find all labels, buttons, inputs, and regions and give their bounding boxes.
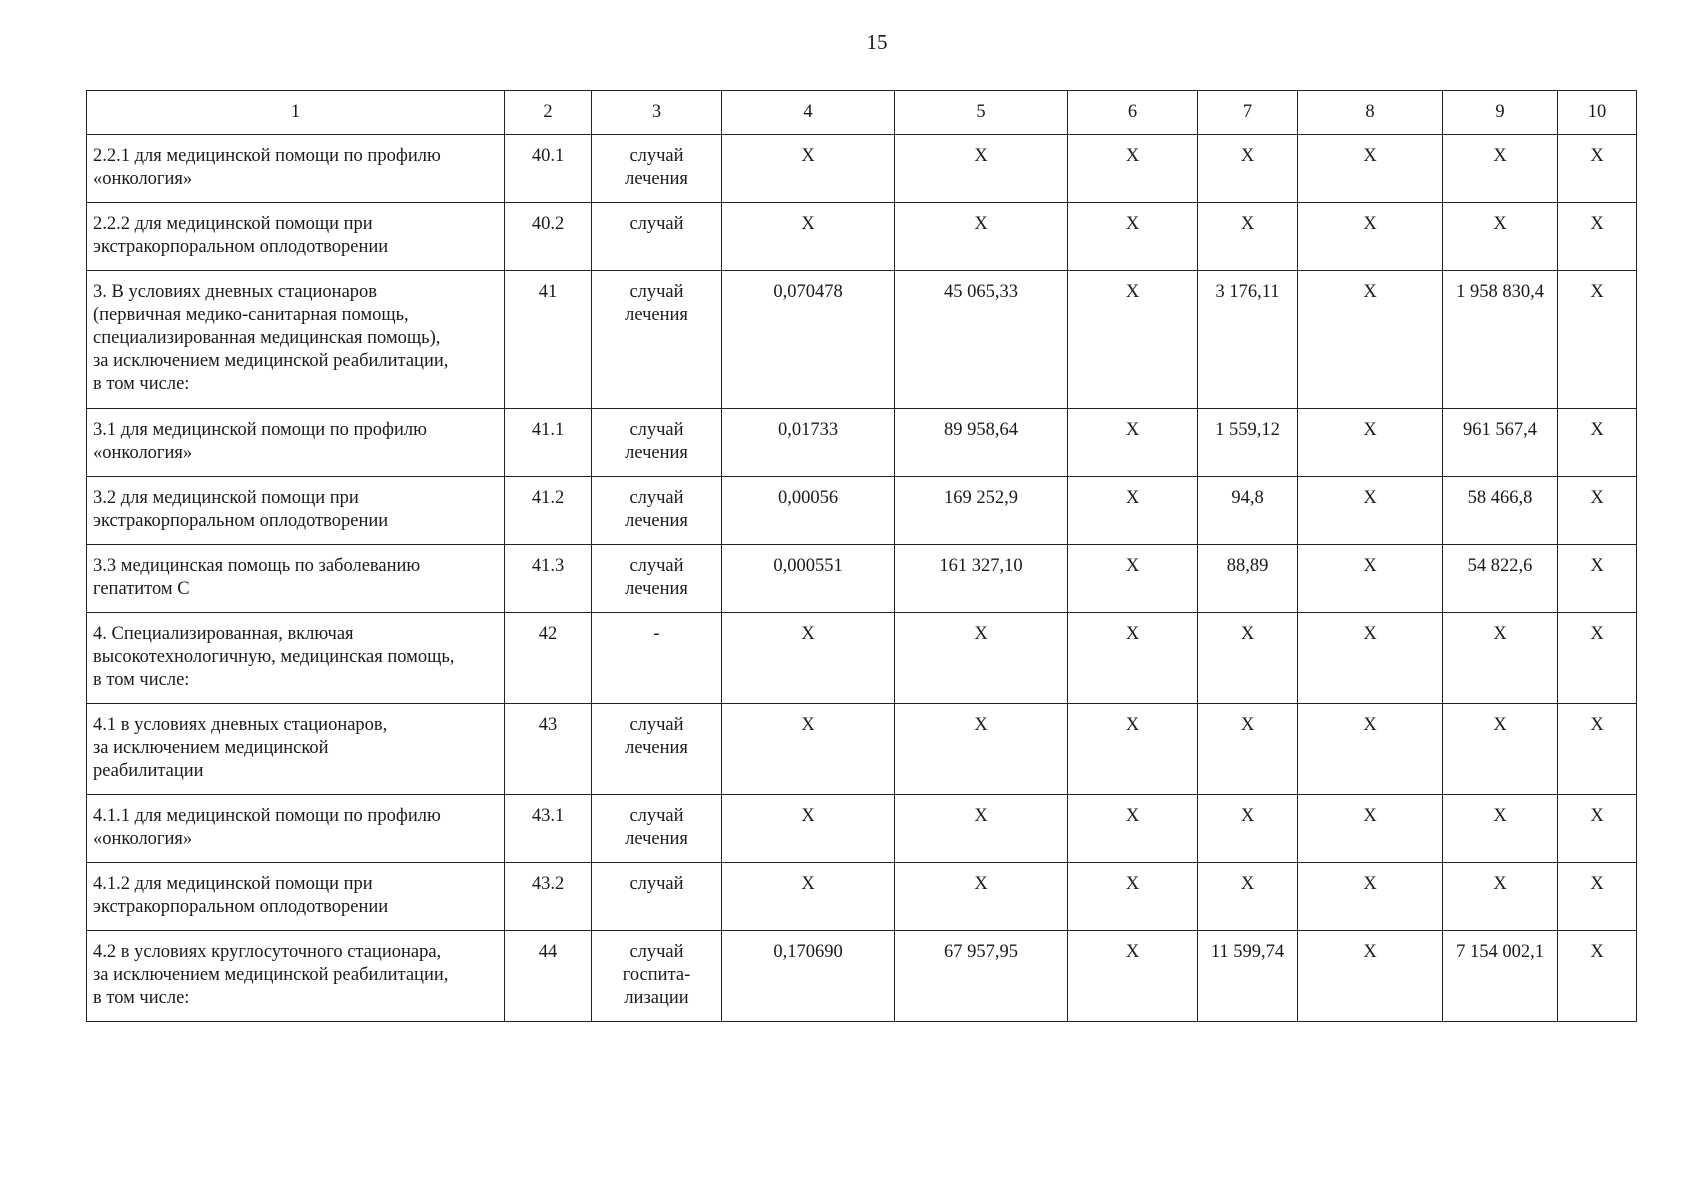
cell-text: Х bbox=[1590, 806, 1604, 826]
cell-text: Х bbox=[1125, 282, 1140, 302]
cell-text: 4. Специализированная, включая высокотехнологичную, медицинская помощь, в том числе: bbox=[93, 624, 455, 690]
row-code-cell bbox=[505, 545, 592, 613]
row-col9-cell bbox=[1443, 704, 1558, 795]
cell-text: 94,8 bbox=[1231, 488, 1264, 508]
cell-text: Х bbox=[974, 146, 988, 166]
row-col4-cell bbox=[722, 613, 895, 704]
cell-text: 961 567,4 bbox=[1463, 420, 1537, 440]
row-unit-cell bbox=[592, 863, 722, 931]
row-col6-cell bbox=[1068, 135, 1198, 203]
row-col6-cell bbox=[1068, 477, 1198, 545]
row-col10-cell bbox=[1558, 613, 1637, 704]
cell-text: случай bbox=[629, 874, 684, 894]
cell-text: 1 559,12 bbox=[1215, 420, 1280, 440]
row-unit-cell bbox=[592, 931, 722, 1022]
cell-text: Х bbox=[974, 874, 988, 894]
data-table bbox=[86, 90, 1637, 1022]
cell-text: Х bbox=[1125, 715, 1140, 735]
cell-text: Х bbox=[1240, 806, 1255, 826]
cell-text: случай лечения bbox=[625, 420, 688, 463]
cell-text: Х bbox=[1125, 556, 1140, 576]
cell-text: 3.1 для медицинской помощи по профилю «онкология» bbox=[93, 420, 427, 463]
row-col4-cell bbox=[722, 863, 895, 931]
cell-text: 4.1.1 для медицинской помощи по профилю «онкология» bbox=[93, 806, 441, 849]
cell-text: Х bbox=[1240, 715, 1255, 735]
cell-text: Х bbox=[1493, 806, 1507, 826]
table-row bbox=[87, 477, 1637, 545]
cell-text: 43 bbox=[538, 715, 558, 735]
row-name-cell bbox=[87, 135, 505, 203]
cell-text: Х bbox=[1493, 214, 1507, 234]
row-col10-cell bbox=[1558, 863, 1637, 931]
row-col5-cell bbox=[895, 477, 1068, 545]
cell-text: Х bbox=[801, 146, 815, 166]
row-col9-cell bbox=[1443, 477, 1558, 545]
cell-text: Х bbox=[801, 214, 815, 234]
cell-text: 89 958,64 bbox=[944, 420, 1018, 440]
column-number: 10 bbox=[1558, 91, 1637, 135]
cell-text: 161 327,10 bbox=[939, 556, 1023, 576]
cell-text: Х bbox=[974, 214, 988, 234]
cell-text: Х bbox=[1590, 556, 1604, 576]
row-col5-cell bbox=[895, 613, 1068, 704]
cell-text: Х bbox=[1590, 214, 1604, 234]
table-row bbox=[87, 613, 1637, 704]
row-code-cell bbox=[505, 931, 592, 1022]
table-row bbox=[87, 863, 1637, 931]
row-col6-cell bbox=[1068, 704, 1198, 795]
row-name-cell bbox=[87, 931, 505, 1022]
row-unit-cell bbox=[592, 613, 722, 704]
row-col7-cell bbox=[1198, 613, 1298, 704]
row-unit-cell bbox=[592, 409, 722, 477]
row-name-cell bbox=[87, 795, 505, 863]
cell-text: Х bbox=[1493, 146, 1507, 166]
cell-text: Х bbox=[1590, 874, 1604, 894]
table-row bbox=[87, 409, 1637, 477]
row-col7-cell bbox=[1198, 704, 1298, 795]
cell-text: 41 bbox=[538, 282, 558, 302]
cell-text: 42 bbox=[538, 624, 558, 644]
row-col8-cell bbox=[1298, 704, 1443, 795]
cell-text: 0,000551 bbox=[773, 556, 843, 576]
row-col4-cell bbox=[722, 409, 895, 477]
row-col9-cell bbox=[1443, 931, 1558, 1022]
row-code-cell bbox=[505, 409, 592, 477]
row-code-cell bbox=[505, 863, 592, 931]
row-col5-cell bbox=[895, 795, 1068, 863]
cell-text: Х bbox=[1363, 556, 1377, 576]
cell-text: Х bbox=[801, 806, 815, 826]
row-code-cell bbox=[505, 271, 592, 409]
table-row bbox=[87, 135, 1637, 203]
cell-text: Х bbox=[1125, 624, 1140, 644]
column-number: 8 bbox=[1298, 91, 1443, 135]
column-number: 5 bbox=[895, 91, 1068, 135]
column-number: 9 bbox=[1443, 91, 1558, 135]
cell-text: 4.2 в условиях круглосуточного стационара, за исключением медицинской реабилитации, в том числе: bbox=[93, 942, 449, 1008]
row-col6-cell bbox=[1068, 271, 1198, 409]
cell-text: случай bbox=[629, 214, 684, 234]
row-col9-cell bbox=[1443, 271, 1558, 409]
cell-text: Х bbox=[1590, 715, 1604, 735]
cell-text: 40.1 bbox=[531, 146, 565, 166]
row-col10-cell bbox=[1558, 545, 1637, 613]
cell-text: Х bbox=[1590, 420, 1604, 440]
row-col10-cell bbox=[1558, 135, 1637, 203]
column-number: 4 bbox=[722, 91, 895, 135]
cell-text: 67 957,95 bbox=[944, 942, 1018, 962]
row-col7-cell bbox=[1198, 409, 1298, 477]
row-unit-cell bbox=[592, 477, 722, 545]
cell-text: Х bbox=[1363, 942, 1377, 962]
cell-text: Х bbox=[1590, 488, 1604, 508]
cell-text: 0,00056 bbox=[777, 488, 839, 508]
cell-text: Х bbox=[801, 624, 815, 644]
row-name-cell bbox=[87, 477, 505, 545]
cell-text: Х bbox=[974, 715, 988, 735]
table-row bbox=[87, 931, 1637, 1022]
cell-text: Х bbox=[974, 624, 988, 644]
row-unit-cell bbox=[592, 271, 722, 409]
cell-text: 41.3 bbox=[531, 556, 565, 576]
cell-text: 43.1 bbox=[531, 806, 565, 826]
row-unit-cell bbox=[592, 704, 722, 795]
row-code-cell bbox=[505, 795, 592, 863]
cell-text: Х bbox=[1590, 942, 1604, 962]
row-col10-cell bbox=[1558, 477, 1637, 545]
cell-text: 41.2 bbox=[531, 488, 565, 508]
row-col8-cell bbox=[1298, 863, 1443, 931]
row-col9-cell bbox=[1443, 863, 1558, 931]
row-col6-cell bbox=[1068, 613, 1198, 704]
cell-text: 2.2.1 для медицинской помощи по профилю «онкология» bbox=[93, 146, 441, 189]
row-col7-cell bbox=[1198, 795, 1298, 863]
row-unit-cell bbox=[592, 795, 722, 863]
cell-text: 4.1 в условиях дневных стационаров, за исключением медицинской реабилитации bbox=[93, 715, 388, 781]
cell-text: Х bbox=[1125, 874, 1140, 894]
cell-text: Х bbox=[974, 806, 988, 826]
table-row bbox=[87, 795, 1637, 863]
cell-text: Х bbox=[1363, 874, 1377, 894]
column-number: 3 bbox=[592, 91, 722, 135]
cell-text: Х bbox=[1125, 488, 1140, 508]
cell-text: Х bbox=[1363, 420, 1377, 440]
cell-text: Х bbox=[1363, 282, 1377, 302]
row-name-cell bbox=[87, 545, 505, 613]
row-col9-cell bbox=[1443, 203, 1558, 271]
row-col4-cell bbox=[722, 477, 895, 545]
cell-text: 3 176,11 bbox=[1215, 282, 1280, 302]
row-col10-cell bbox=[1558, 203, 1637, 271]
cell-text: случай лечения bbox=[625, 806, 688, 849]
cell-text: 88,89 bbox=[1226, 556, 1269, 576]
cell-text: 3.2 для медицинской помощи при экстракорпоральном оплодотворении bbox=[93, 488, 389, 531]
cell-text: Х bbox=[1363, 806, 1377, 826]
cell-text: 7 154 002,1 bbox=[1456, 942, 1544, 962]
row-col7-cell bbox=[1198, 931, 1298, 1022]
row-col8-cell bbox=[1298, 409, 1443, 477]
row-code-cell bbox=[505, 613, 592, 704]
cell-text: Х bbox=[1363, 715, 1377, 735]
page-number: 15 bbox=[866, 30, 888, 54]
cell-text: 3.3 медицинская помощь по заболеванию гепатитом С bbox=[93, 556, 421, 599]
row-col9-cell bbox=[1443, 545, 1558, 613]
row-name-cell bbox=[87, 613, 505, 704]
cell-text: 4.1.2 для медицинской помощи при экстракорпоральном оплодотворении bbox=[93, 874, 389, 917]
row-col7-cell bbox=[1198, 863, 1298, 931]
cell-text: 41.1 bbox=[531, 420, 565, 440]
row-col9-cell bbox=[1443, 409, 1558, 477]
row-col7-cell bbox=[1198, 203, 1298, 271]
cell-text: Х bbox=[1590, 282, 1604, 302]
row-col10-cell bbox=[1558, 795, 1637, 863]
row-col7-cell bbox=[1198, 271, 1298, 409]
column-number: 7 bbox=[1198, 91, 1298, 135]
row-col5-cell bbox=[895, 545, 1068, 613]
row-name-cell bbox=[87, 271, 505, 409]
row-col9-cell bbox=[1443, 613, 1558, 704]
row-col6-cell bbox=[1068, 203, 1198, 271]
cell-text: 1 958 830,4 bbox=[1456, 282, 1544, 302]
cell-text: случай лечения bbox=[625, 556, 688, 599]
row-col9-cell bbox=[1443, 795, 1558, 863]
row-col7-cell bbox=[1198, 545, 1298, 613]
row-name-cell bbox=[87, 409, 505, 477]
row-code-cell bbox=[505, 135, 592, 203]
cell-text: 54 822,6 bbox=[1467, 556, 1533, 576]
row-col4-cell bbox=[722, 795, 895, 863]
row-col6-cell bbox=[1068, 863, 1198, 931]
row-col5-cell bbox=[895, 409, 1068, 477]
cell-text: 45 065,33 bbox=[944, 282, 1018, 302]
cell-text: 43.2 bbox=[531, 874, 565, 894]
cell-text: Х bbox=[801, 874, 815, 894]
row-name-cell bbox=[87, 863, 505, 931]
cell-text: 40.2 bbox=[531, 214, 565, 234]
row-col8-cell bbox=[1298, 545, 1443, 613]
row-col6-cell bbox=[1068, 545, 1198, 613]
row-col5-cell bbox=[895, 271, 1068, 409]
row-col5-cell bbox=[895, 704, 1068, 795]
row-col10-cell bbox=[1558, 271, 1637, 409]
table-row bbox=[87, 271, 1637, 409]
row-name-cell bbox=[87, 704, 505, 795]
table-row bbox=[87, 704, 1637, 795]
row-code-cell bbox=[505, 704, 592, 795]
row-unit-cell bbox=[592, 545, 722, 613]
column-number-row bbox=[87, 91, 1637, 135]
cell-text: Х bbox=[1493, 874, 1507, 894]
row-col4-cell bbox=[722, 203, 895, 271]
row-col7-cell bbox=[1198, 477, 1298, 545]
cell-text: Х bbox=[1240, 146, 1255, 166]
cell-text: Х bbox=[1125, 806, 1140, 826]
row-code-cell bbox=[505, 477, 592, 545]
cell-text: 0,070478 bbox=[773, 282, 843, 302]
cell-text: Х bbox=[1493, 715, 1507, 735]
column-number: 2 bbox=[505, 91, 592, 135]
row-col5-cell bbox=[895, 863, 1068, 931]
row-col4-cell bbox=[722, 704, 895, 795]
column-number: 6 bbox=[1068, 91, 1198, 135]
row-col6-cell bbox=[1068, 409, 1198, 477]
cell-text: Х bbox=[1240, 874, 1255, 894]
cell-text: 0,01733 bbox=[777, 420, 839, 440]
row-unit-cell bbox=[592, 203, 722, 271]
row-col10-cell bbox=[1558, 931, 1637, 1022]
row-col6-cell bbox=[1068, 795, 1198, 863]
row-code-cell bbox=[505, 203, 592, 271]
table-row bbox=[87, 203, 1637, 271]
row-col4-cell bbox=[722, 271, 895, 409]
cell-text: Х bbox=[1493, 624, 1507, 644]
row-col8-cell bbox=[1298, 135, 1443, 203]
cell-text: случай лечения bbox=[625, 488, 688, 531]
row-col4-cell bbox=[722, 931, 895, 1022]
cell-text: 11 599,74 bbox=[1210, 942, 1285, 962]
row-col8-cell bbox=[1298, 931, 1443, 1022]
row-col5-cell bbox=[895, 135, 1068, 203]
cell-text: 44 bbox=[538, 942, 558, 962]
cell-text: Х bbox=[1363, 624, 1377, 644]
cell-text: Х bbox=[1363, 146, 1377, 166]
cell-text: 3. В условиях дневных стационаров (первичная медико-санитарная помощь, специализированная медицинская помощь), за исключением медицинской реабилитации, в том числе: bbox=[93, 282, 449, 394]
cell-text: случай лечения bbox=[625, 282, 688, 325]
cell-text: случай лечения bbox=[625, 715, 688, 758]
cell-text: Х bbox=[1363, 214, 1377, 234]
row-col8-cell bbox=[1298, 271, 1443, 409]
row-col8-cell bbox=[1298, 203, 1443, 271]
row-unit-cell bbox=[592, 135, 722, 203]
cell-text: 169 252,9 bbox=[944, 488, 1018, 508]
cell-text: Х bbox=[1125, 420, 1140, 440]
cell-text: 2.2.2 для медицинской помощи при экстракорпоральном оплодотворении bbox=[93, 214, 389, 257]
cell-text: Х bbox=[1590, 146, 1604, 166]
row-col10-cell bbox=[1558, 704, 1637, 795]
row-col8-cell bbox=[1298, 795, 1443, 863]
row-col5-cell bbox=[895, 203, 1068, 271]
cell-text: Х bbox=[1240, 214, 1255, 234]
cell-text: 0,170690 bbox=[773, 942, 843, 962]
cell-text: Х bbox=[1363, 488, 1377, 508]
cell-text: Х bbox=[1125, 942, 1140, 962]
row-col4-cell bbox=[722, 135, 895, 203]
row-col6-cell bbox=[1068, 931, 1198, 1022]
cell-text: Х bbox=[1590, 624, 1604, 644]
row-col8-cell bbox=[1298, 613, 1443, 704]
table-row bbox=[87, 545, 1637, 613]
row-name-cell bbox=[87, 203, 505, 271]
cell-text: случай госпита- лизации bbox=[622, 942, 691, 1008]
cell-text: Х bbox=[1125, 214, 1140, 234]
cell-text: - bbox=[653, 624, 660, 644]
cell-text: Х bbox=[1125, 146, 1140, 166]
cell-text: случай лечения bbox=[625, 146, 688, 189]
cell-text: Х bbox=[801, 715, 815, 735]
cell-text: Х bbox=[1240, 624, 1255, 644]
row-col7-cell bbox=[1198, 135, 1298, 203]
column-number: 1 bbox=[87, 91, 505, 135]
row-col4-cell bbox=[722, 545, 895, 613]
row-col10-cell bbox=[1558, 409, 1637, 477]
cell-text: 58 466,8 bbox=[1467, 488, 1533, 508]
row-col5-cell bbox=[895, 931, 1068, 1022]
row-col9-cell bbox=[1443, 135, 1558, 203]
row-col8-cell bbox=[1298, 477, 1443, 545]
